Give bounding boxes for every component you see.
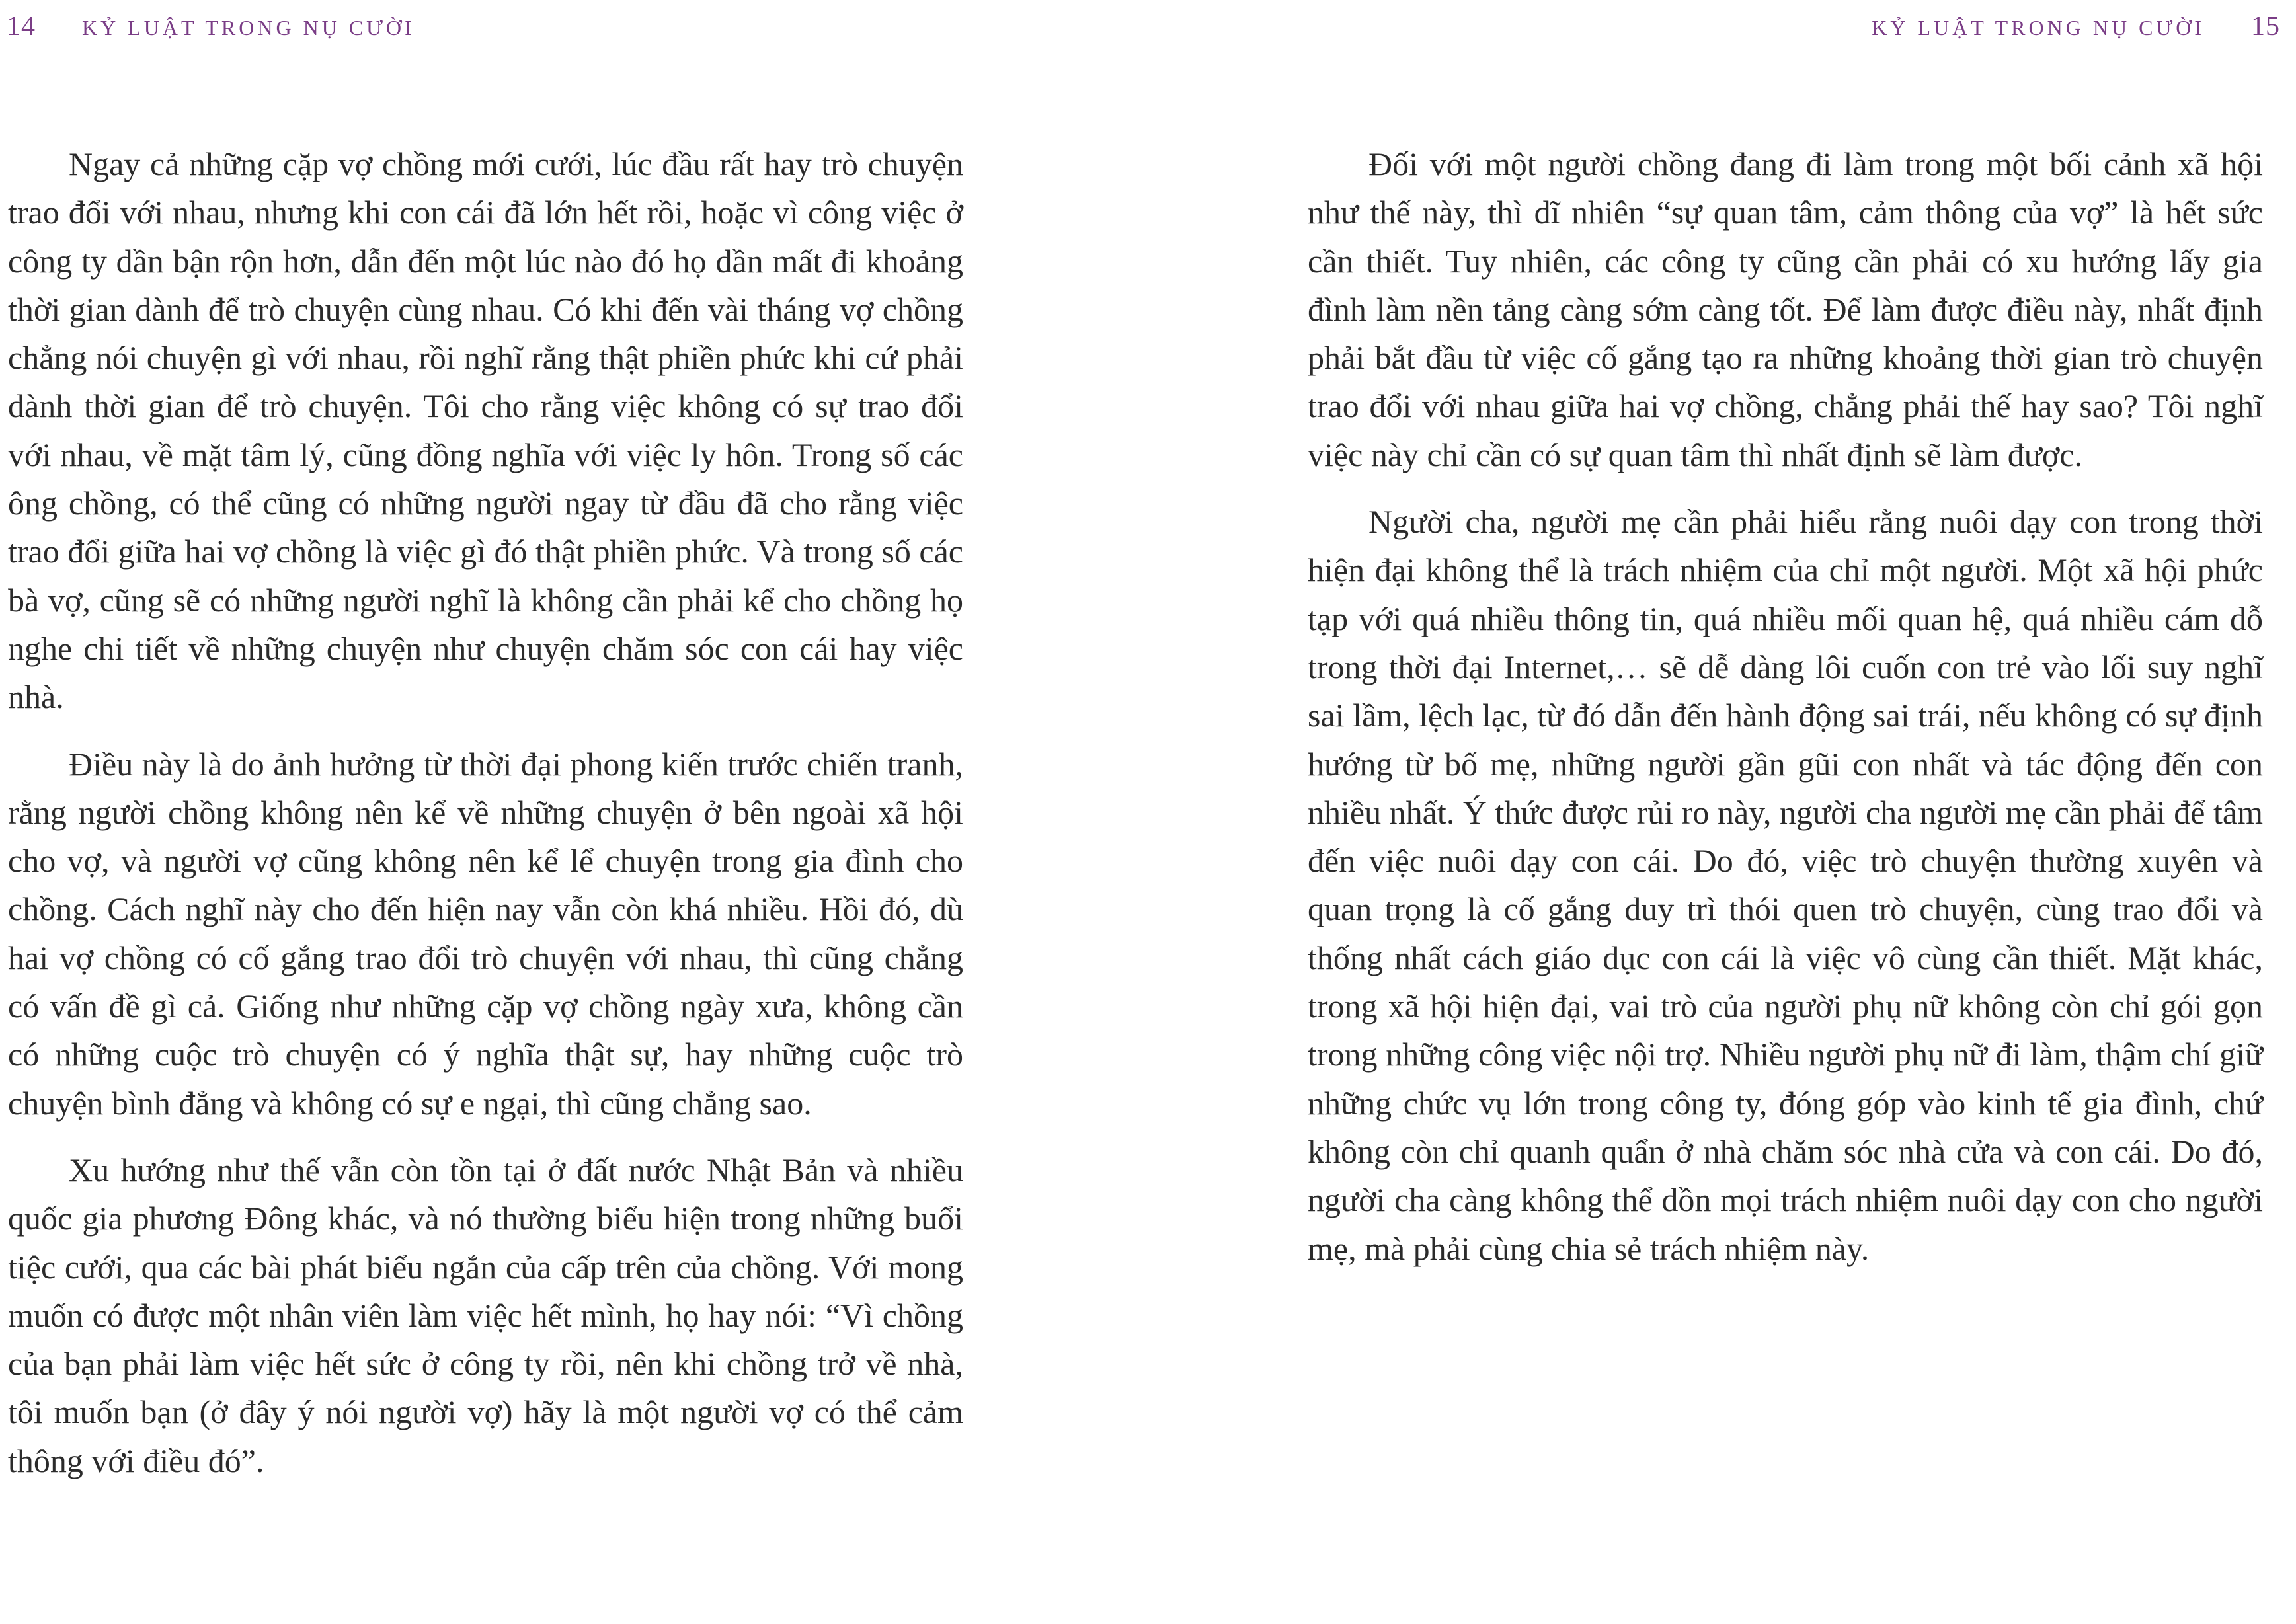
running-title-right: KỶ LUẬT TRONG NỤ CƯỜI xyxy=(1872,16,2205,40)
right-body-text xyxy=(1308,140,2263,1292)
paragraph: Người cha, người mẹ cần phải hiểu rằng nuôi dạy con trong thời hiện đại không thể là trách nhiệm của chỉ một người. Một xã hội phức tạp với quá nhiều thông tin, quá nhiều mối quan hệ, quá nhiều cám dỗ trong thời đại Internet,… sẽ dễ dàng lôi cuốn con trẻ vào lối suy nghĩ sai lầm, lệch lạc, từ đó dẫn đến hành động sai trái, nếu không có sự định hướng từ bố mẹ, những người gần gũi con nhất và tác động đến con nhiều nhất. Ý thức được rủi ro này, người cha người mẹ cần phải để tâm đến việc nuôi dạy con cái. Do đó, việc trò chuyện thường xuyên và quan trọng là cố gắng duy trì thói quen trò chuyện, cùng trao đổi và thống nhất cách giáo dục con cái là việc vô cùng cần thiết. Mặt khác, trong xã hội hiện đại, vai trò của người phụ nữ không còn chỉ gói gọn trong những công việc nội trợ. Nhiều người phụ nữ đi làm, thậm chí giữ những chức vụ lớn trong công ty, đóng góp vào kinh tế gia đình, chứ không còn chỉ quanh quẩn ở nhà chăm sóc nhà cửa và con cái. Do đó, người cha càng không thể dồn mọi trách nhiệm nuôi dạy con cho người mẹ, mà phải cùng chia sẻ trách nhiệm này. xyxy=(1308,503,2263,1267)
paragraph: Ngay cả những cặp vợ chồng mới cưới, lúc đầu rất hay trò chuyện trao đổi với nhau, nhưng khi con cái đã lớn hết rồi, hoặc vì công việc ở công ty dần bận rộn hơn, dẫn đến một lúc nào đó họ dần mất đi khoảng thời gian dành để trò chuyện cùng nhau. Có khi đến vài tháng vợ chồng chẳng nói chuyện gì với nhau, rồi nghĩ rằng thật phiền phức khi cứ phải dành thời gian để trò chuyện. Tôi cho rằng việc không có sự trao đổi với nhau, về mặt tâm lý, cũng đồng nghĩa với việc ly hôn. Trong số các ông chồng, có thể cũng có những người ngay từ đầu đã cho rằng việc trao đổi giữa hai vợ chồng là việc gì đó thật phiền phức. Và trong số các bà vợ, cũng sẽ có những người nghĩ là không cần phải kể cho chồng họ nghe chi tiết về những chuyện như chuyện chăm sóc con cái hay việc nhà. xyxy=(8,145,963,716)
paragraph: Xu hướng như thế vẫn còn tồn tại ở đất nước Nhật Bản và nhiều quốc gia phương Đông khác, và nó thường biểu hiện trong những buổi tiệc cưới, qua các bài phát biểu ngắn của cấp trên của chồng. Với mong muốn có được một nhân viên làm việc hết mình, họ hay nói: “Vì chồng của bạn phải làm việc hết sức ở công ty rồi, nên khi chồng trở về nhà, tôi muốn bạn (ở đây ý nói người vợ) hãy là một người vợ có thể cảm thông với điều đó”. xyxy=(8,1151,963,1479)
left-running-head xyxy=(7,11,415,42)
page-number-right: 15 xyxy=(2251,11,2280,42)
left-body-text xyxy=(8,140,963,1504)
running-title-left: KỶ LUẬT TRONG NỤ CƯỜI xyxy=(82,16,415,40)
right-running-head xyxy=(1872,11,2280,42)
page-number-left: 14 xyxy=(7,11,36,42)
right-page xyxy=(1148,0,2296,1624)
paragraph: Điều này là do ảnh hưởng từ thời đại phong kiến trước chiến tranh, rằng người chồng không nên kể về những chuyện ở bên ngoài xã hội cho vợ, và người vợ cũng không nên kể lể chuyện trong gia đình cho chồng. Cách nghĩ này cho đến hiện nay vẫn còn khá nhiều. Hồi đó, dù hai vợ chồng có cố gắng trao đổi trò chuyện với nhau, thì cũng chẳng có vấn đề gì cả. Giống như những cặp vợ chồng ngày xưa, không cần có những cuộc trò chuyện có ý nghĩa thật sự, hay những cuộc trò chuyện bình đẳng và không có sự e ngại, thì cũng chẳng sao. xyxy=(8,745,963,1122)
paragraph: Đối với một người chồng đang đi làm trong một bối cảnh xã hội như thế này, thì dĩ nhiên “sự quan tâm, cảm thông của vợ” là hết sức cần thiết. Tuy nhiên, các công ty cũng cần phải có xu hướng lấy gia đình làm nền tảng càng sớm càng tốt. Để làm được điều này, nhất định phải bắt đầu từ việc cố gắng tạo ra những khoảng thời gian trò chuyện trao đổi với nhau giữa hai vợ chồng, chẳng phải thế hay sao? Tôi nghĩ việc này chỉ cần có sự quan tâm thì nhất định sẽ làm được. xyxy=(1308,145,2263,473)
